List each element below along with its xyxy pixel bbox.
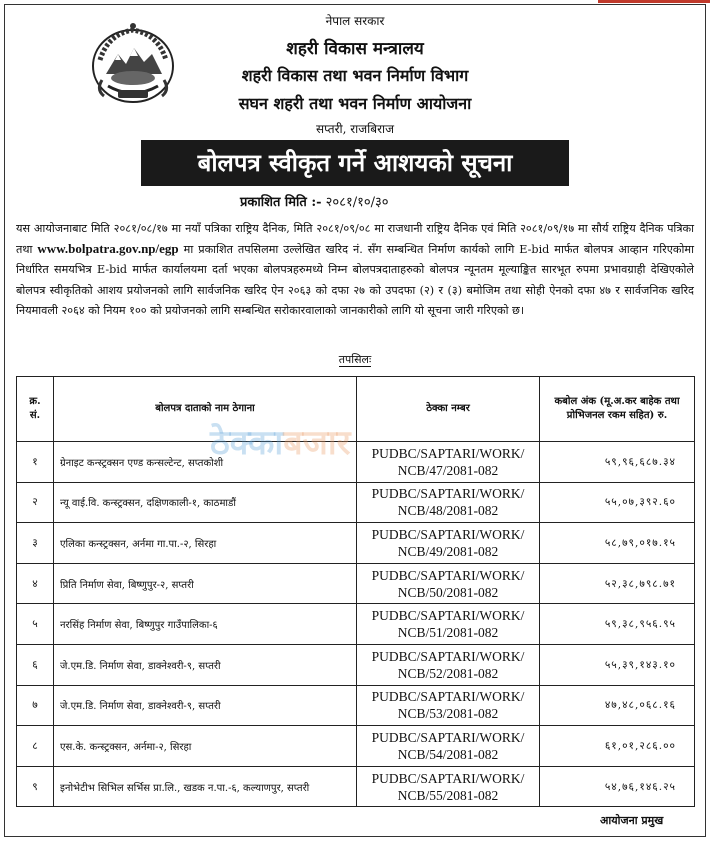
contract-number-line1: PUDBC/SAPTARI/WORK/ (371, 445, 525, 461)
row-no: २ (17, 482, 54, 523)
published-date-line (240, 192, 540, 210)
office-location: सप्तरी, राजबिराज (315, 122, 395, 136)
contract-number (357, 644, 540, 685)
col-header-amount: कबोल अंक (मू.अ.कर बाहेक तथा प्रोभिजनल रकम सहित) रु. (540, 377, 695, 442)
row-no: ६ (17, 644, 54, 685)
col-header-no: क्र. सं. (17, 377, 54, 442)
ministry-name: शहरी विकास मन्त्रालय (286, 39, 424, 59)
egp-portal-link[interactable]: www.bolpatra.gov.np/egp (37, 241, 179, 257)
bid-amount: ५९,९६,६८७.३४ (540, 442, 695, 483)
contract-number-line1: PUDBC/SAPTARI/WORK/ (371, 526, 525, 542)
contract-number (357, 442, 540, 483)
bidder-name: एलिका कन्स्ट्रक्सन, अर्नमा गा.पा.-२, सिरहा (54, 523, 357, 564)
contract-number-line1: PUDBC/SAPTARI/WORK/ (371, 567, 525, 583)
table-row (17, 604, 695, 645)
bid-amount: ५२,३८,७९८.७१ (540, 563, 695, 604)
bid-amount: ५८,७९,०१७.१५ (540, 523, 695, 564)
project-name: सघन शहरी तथा भवन निर्माण आयोजना (238, 94, 472, 113)
top-accent-line (598, 0, 710, 3)
bid-amount: ५५,३९,१४३.१० (540, 644, 695, 685)
table-row (17, 644, 695, 685)
bidder-name: जे.एम.डि. निर्माण सेवा, डाक्नेश्वरी-९, सप्तरी (54, 644, 357, 685)
contract-number (357, 726, 540, 767)
contract-number-line1: PUDBC/SAPTARI/WORK/ (371, 608, 525, 624)
contract-number-line2: NCB/51/2081-082 (397, 625, 499, 641)
contract-number (357, 766, 540, 807)
bid-amount: ५४,७६,१४६.२५ (540, 766, 695, 807)
table-header-row (17, 377, 695, 442)
contract-number-line2: NCB/47/2081-082 (397, 462, 499, 478)
bid-amount: ५५,०७,३९२.६० (540, 482, 695, 523)
row-no: १ (17, 442, 54, 483)
notice-title-banner: बोलपत्र स्वीकृत गर्ने आशयको सूचना (141, 140, 569, 186)
col-header-contract: ठेक्का नम्बर (357, 377, 540, 442)
contract-number (357, 685, 540, 726)
bidder-name: नरसिंह निर्माण सेवा, बिष्णुपुर गाउँपालिका-६ (54, 604, 357, 645)
bid-amount: ५९,३८,९५६.९५ (540, 604, 695, 645)
contract-number-line2: NCB/53/2081-082 (397, 706, 499, 722)
contract-number (357, 563, 540, 604)
contract-number-line1: PUDBC/SAPTARI/WORK/ (371, 486, 525, 502)
schedule-label: तपसिलः (338, 353, 372, 366)
published-date: २०८१/१०/३० (325, 195, 389, 210)
bidder-name: ग्रेनाइट कन्स्ट्रक्सन एण्ड कन्सल्टेन्ट, सप्तकोशी (54, 442, 357, 483)
table-row (17, 766, 695, 807)
government-name: नेपाल सरकार (325, 14, 385, 28)
row-no: ८ (17, 726, 54, 767)
notice-body-part1: यस आयोजनाबाट मिति २०८१/०८/१७ मा नयाँ पत्रिका राष्ट्रिय दैनिक, मिति २०८१/०९/०८ मा राजधानी राष्ट्रिय दैनिक एवं मिति २०८१/०९/१७ मा सौर्य राष्ट्रिय दैनिक पत्रिका तथा (16, 222, 694, 257)
table-row (17, 442, 695, 483)
table-row (17, 685, 695, 726)
bidder-name: न्यू वाई.वि. कन्स्ट्रक्सन, दक्षिणकाली-१, काठमाडौं (54, 482, 357, 523)
table-row (17, 726, 695, 767)
contract-number (357, 604, 540, 645)
bidders-table (16, 376, 695, 807)
contract-number-line1: PUDBC/SAPTARI/WORK/ (371, 689, 525, 705)
contract-number (357, 482, 540, 523)
contract-number-line2: NCB/52/2081-082 (397, 665, 499, 681)
contract-number-line1: PUDBC/SAPTARI/WORK/ (371, 648, 525, 664)
contract-number-line2: NCB/54/2081-082 (397, 746, 499, 762)
row-no: ५ (17, 604, 54, 645)
contract-number-line2: NCB/49/2081-082 (397, 543, 499, 559)
row-no: ३ (17, 523, 54, 564)
schedule-heading (0, 352, 710, 367)
watermark-part2: बजार (283, 423, 351, 463)
bid-amount: ६१,०१,२८६.०० (540, 726, 695, 767)
nepal-government-emblem-icon (88, 20, 178, 106)
col-header-bidder: बोलपत्र दाताको नाम ठेगाना (54, 377, 357, 442)
contract-number-line2: NCB/55/2081-082 (397, 787, 499, 803)
row-no: ४ (17, 563, 54, 604)
bidder-name: इनोभेटीभ सिभिल सर्भिस प्रा.लि., खडक न.पा.-६, कल्याणपुर, सप्तरी (54, 766, 357, 807)
contract-number-line1: PUDBC/SAPTARI/WORK/ (371, 770, 525, 786)
bidder-name: एस.के. कन्स्ट्रक्सन, अर्नमा-२, सिरहा (54, 726, 357, 767)
watermark-part1: ठेक्का (210, 423, 284, 463)
table-row (17, 523, 695, 564)
bidder-name: प्रिति निर्माण सेवा, बिष्णुपुर-२, सप्तरी (54, 563, 357, 604)
contract-number-line2: NCB/50/2081-082 (397, 584, 499, 600)
table-row (17, 482, 695, 523)
published-label: प्रकाशित मिति :- (240, 195, 322, 210)
row-no: ९ (17, 766, 54, 807)
department-name: शहरी विकास तथा भवन निर्माण विभाग (241, 66, 469, 85)
contract-number (357, 523, 540, 564)
contract-number-line2: NCB/48/2081-082 (397, 503, 499, 519)
table-row (17, 563, 695, 604)
bidder-name: जे.एम.डि. निर्माण सेवा, डाक्नेश्वरी-९, सप्तरी (54, 685, 357, 726)
row-no: ७ (17, 685, 54, 726)
notice-body-part2: मा प्रकाशित तपसिलमा उल्लेखित खरिद नं. सँग सम्बन्धित निर्माण कार्यको लागि E-bid मार्फत बोलपत्र आव्हान गरिएकोमा निर्धारित समयभित्र E-bid मार्फत कार्यालयमा दर्ता भएका बोलपत्रहरुमध्ये निम्न बोलपत्रदाताहरुको बोलपत्र न्यूनतम मूल्याङ्कित सारभूत रुपमा प्रभावग्राही देखिएकोले बोलपत्र स्वीकृतिको आशय प्रयोजनको लागि सार्वजनिक खरिद ऐन २०६३ को दफा २७ को उपदफा (२) र (३) बमोजिम तथा सोही ऐनको दफा ४७ र सार्वजनिक खरिद नियमावली २०६४ को नियम १०० को प्रयोजनको लागि सम्बन्धित सरोकारवालाको जानकारीको लागि यो सूचना जारी गरिएको छ। (16, 243, 694, 317)
bid-amount: ४७,४८,०६८.१६ (540, 685, 695, 726)
signatory-title: आयोजना प्रमुख (600, 814, 664, 827)
notice-body (16, 219, 694, 321)
contract-number-line1: PUDBC/SAPTARI/WORK/ (371, 729, 525, 745)
